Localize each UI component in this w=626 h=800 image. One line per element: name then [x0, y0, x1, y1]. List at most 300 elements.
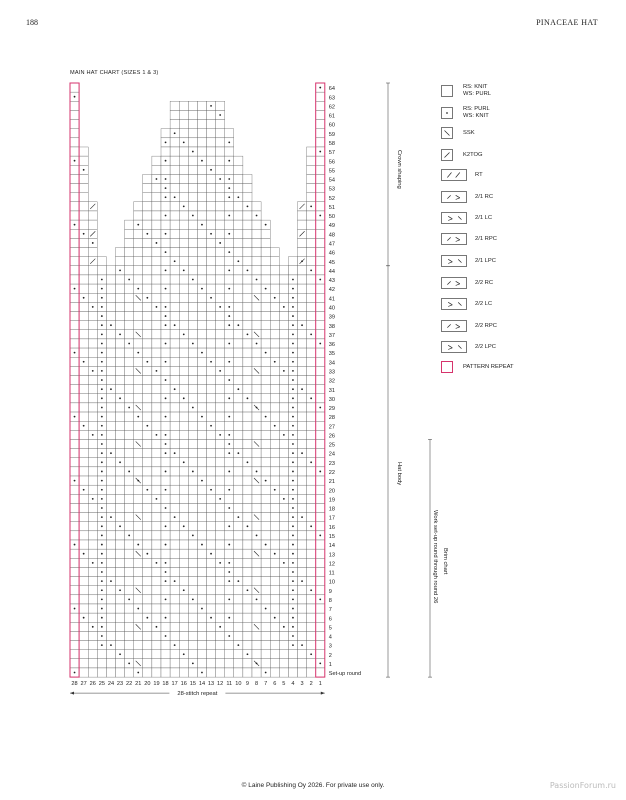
purl-dot	[101, 571, 103, 573]
chart-cell	[179, 147, 188, 156]
chart-cell	[152, 641, 161, 650]
chart-cell	[143, 558, 152, 567]
chart-cell	[125, 558, 134, 567]
chart-cell	[216, 293, 225, 302]
chart-cell	[79, 668, 88, 677]
chart-cell	[316, 430, 325, 439]
purl-dot	[156, 370, 158, 372]
chart-cell	[261, 229, 270, 238]
purl-dot	[92, 626, 94, 628]
chart-cell	[252, 449, 261, 458]
chart-cell	[116, 403, 125, 412]
row-label: 34	[328, 360, 336, 367]
chart-cell	[134, 485, 143, 494]
chart-cell	[170, 348, 179, 357]
purl-dot	[174, 196, 176, 198]
chart-cell	[125, 412, 134, 421]
chart-cell	[170, 229, 179, 238]
purl-dot	[228, 288, 230, 290]
purl-dot	[165, 233, 167, 235]
row-labels	[329, 86, 335, 668]
chart-cell	[252, 604, 261, 613]
chart-cell	[234, 522, 243, 531]
chart-cell	[252, 394, 261, 403]
purl-dot	[146, 489, 148, 491]
chart-cell	[170, 549, 179, 558]
chart-cell	[125, 458, 134, 467]
chart-cell	[188, 558, 197, 567]
purl-dot	[283, 370, 285, 372]
purl-dot	[192, 471, 194, 473]
chart-cell	[234, 494, 243, 503]
chart-cell	[152, 604, 161, 613]
chart-cell	[234, 174, 243, 183]
chart-cell	[188, 394, 197, 403]
chart-cell	[243, 631, 252, 640]
purl-dot	[247, 589, 249, 591]
chart-cell	[234, 165, 243, 174]
column-label: 2	[309, 681, 313, 688]
chart-cell	[298, 458, 307, 467]
chart-cell	[179, 302, 188, 311]
purl-dot	[292, 397, 294, 399]
chart-cell	[216, 284, 225, 293]
chart-cell	[188, 449, 197, 458]
chart-cell	[270, 513, 279, 522]
purl-dot	[292, 407, 294, 409]
purl-dot	[146, 425, 148, 427]
chart-cell	[298, 549, 307, 558]
chart-cell	[70, 531, 79, 540]
purl-dot	[165, 379, 167, 381]
chart-cell	[216, 485, 225, 494]
row-label: 8	[328, 597, 332, 604]
chart-cell	[79, 284, 88, 293]
chart-cell	[207, 339, 216, 348]
chart-cell	[143, 467, 152, 476]
chart-cell	[207, 412, 216, 421]
legend-item	[441, 148, 483, 162]
chart-cell	[152, 476, 161, 485]
chart-cell	[288, 266, 297, 275]
chart-title: MAIN HAT CHART (SIZES 1 & 3)	[70, 70, 159, 76]
chart-cell	[134, 558, 143, 567]
chart-cell	[298, 522, 307, 531]
chart-cell	[143, 650, 152, 659]
purl-dot	[165, 452, 167, 454]
column-label: 22	[126, 681, 133, 688]
chart-cell	[207, 110, 216, 119]
row-label: 19	[328, 497, 336, 504]
purl-dot	[228, 452, 230, 454]
purl-dot	[228, 361, 230, 363]
chart-cell	[152, 485, 161, 494]
purl-dot	[101, 544, 103, 546]
chart-cell	[216, 577, 225, 586]
purl-dot	[292, 471, 294, 473]
chart-cell	[234, 531, 243, 540]
chart-cell	[307, 668, 316, 677]
chart-cell	[188, 321, 197, 330]
purl-dot	[292, 571, 294, 573]
chart-cell	[106, 375, 115, 384]
chart-cell	[170, 165, 179, 174]
chart-cell	[179, 641, 188, 650]
purl-dot	[237, 324, 239, 326]
chart-cell	[170, 202, 179, 211]
chart-cell	[88, 476, 97, 485]
chart-cell	[188, 439, 197, 448]
chart-cell	[179, 275, 188, 284]
chart-cell	[270, 595, 279, 604]
chart-cell	[188, 184, 197, 193]
purl-dot	[292, 525, 294, 527]
chart-cell	[125, 238, 134, 247]
chart-cell	[79, 558, 88, 567]
purl-dot	[137, 544, 139, 546]
chart-cell	[79, 366, 88, 375]
chart-cell	[143, 202, 152, 211]
purl-dot	[310, 461, 312, 463]
purl-dot	[301, 452, 303, 454]
chart-cell	[288, 650, 297, 659]
legend-label: 2/2 RC	[475, 279, 494, 286]
purl-dot	[228, 525, 230, 527]
purl-dot	[165, 525, 167, 527]
legend-item	[441, 276, 493, 290]
chart-cell	[170, 430, 179, 439]
chart-cell	[161, 129, 170, 138]
chart-cell	[279, 641, 288, 650]
chart-cell	[116, 321, 125, 330]
chart-cell	[70, 339, 79, 348]
chart-cell	[261, 238, 270, 247]
purl-dot	[292, 333, 294, 335]
chart-cell	[170, 522, 179, 531]
chart-cell	[70, 467, 79, 476]
chart-cell	[88, 266, 97, 275]
purl-dot	[192, 535, 194, 537]
legend-label: RS: PURL WS: KNIT	[463, 106, 490, 119]
chart-cell	[134, 631, 143, 640]
chart-cell	[179, 494, 188, 503]
chart-cell	[270, 284, 279, 293]
chart-cell	[106, 485, 115, 494]
purl-dot	[247, 653, 249, 655]
chart-cell	[188, 412, 197, 421]
chart-cell	[225, 366, 234, 375]
column-label: 26	[89, 681, 96, 688]
chart-cell	[243, 494, 252, 503]
hat-body-label: Hat body	[396, 462, 402, 486]
purl-dot	[83, 361, 85, 363]
purl-dot	[201, 288, 203, 290]
chart-cell	[243, 375, 252, 384]
chart-cell	[161, 668, 170, 677]
chart-cell	[234, 284, 243, 293]
chart-cell	[143, 503, 152, 512]
chart-cell	[197, 211, 206, 220]
chart-cell	[316, 357, 325, 366]
chart-cell	[70, 513, 79, 522]
chart-cell	[197, 494, 206, 503]
row-label: 54	[328, 177, 336, 184]
purl-dot	[210, 425, 212, 427]
chart-cell	[207, 439, 216, 448]
chart-cell	[170, 394, 179, 403]
chart-cell	[243, 211, 252, 220]
lpc-2-1-icon	[441, 255, 467, 267]
chart-cell	[188, 202, 197, 211]
chart-cell	[279, 668, 288, 677]
purl-dot	[210, 361, 212, 363]
purl-dot	[201, 672, 203, 674]
chart-cell	[234, 330, 243, 339]
row-label: 16	[328, 524, 336, 531]
purl-dot	[247, 269, 249, 271]
chart-cell	[216, 522, 225, 531]
chart-cell	[170, 174, 179, 183]
chart-cell	[170, 184, 179, 193]
chart-cell	[207, 668, 216, 677]
column-label: 19	[153, 681, 160, 688]
purl-dot	[101, 635, 103, 637]
purl-dot	[319, 407, 321, 409]
purl-dot	[301, 580, 303, 582]
arrow-left-icon	[70, 692, 74, 695]
chart-cell	[106, 540, 115, 549]
chart-cell	[207, 348, 216, 357]
purl-dot	[74, 224, 76, 226]
chart-cell	[197, 503, 206, 512]
chart-cell	[88, 275, 97, 284]
chart-cell	[261, 330, 270, 339]
chart-cell	[234, 558, 243, 567]
chart-cell	[106, 567, 115, 576]
row-label: 6	[328, 616, 332, 623]
purl-dot	[319, 87, 321, 89]
column-label: 9	[245, 681, 250, 688]
chart-cell	[79, 449, 88, 458]
chart-cell	[152, 403, 161, 412]
chart-cell	[179, 631, 188, 640]
chart-cell	[79, 622, 88, 631]
chart-cell	[70, 202, 79, 211]
chart-cell	[316, 138, 325, 147]
purl-dot	[137, 288, 139, 290]
chart-cell	[225, 293, 234, 302]
purl-dot	[237, 580, 239, 582]
chart-cell	[152, 659, 161, 668]
row-label: 59	[328, 131, 336, 138]
chart-cell	[252, 613, 261, 622]
running-head: PINACEAE HAT	[536, 18, 598, 27]
chart-cell	[125, 375, 134, 384]
purl-dot	[137, 672, 139, 674]
page-number: 188	[26, 18, 38, 27]
chart-cell	[143, 184, 152, 193]
chart-cell	[216, 631, 225, 640]
chart-cell	[298, 622, 307, 631]
chart-cell	[234, 211, 243, 220]
chart-cell	[261, 430, 270, 439]
chart-cell	[243, 476, 252, 485]
chart-cell	[234, 229, 243, 238]
chart-cell	[106, 312, 115, 321]
chart-cell	[307, 293, 316, 302]
chart-cell	[125, 613, 134, 622]
chart-cell	[170, 238, 179, 247]
chart-cell	[188, 138, 197, 147]
chart-cell	[316, 120, 325, 129]
chart-cell	[106, 439, 115, 448]
chart-cell	[161, 641, 170, 650]
chart-cell	[79, 631, 88, 640]
chart-cell	[179, 321, 188, 330]
chart-cell	[152, 275, 161, 284]
purl-dot	[119, 269, 121, 271]
chart-cell	[70, 586, 79, 595]
chart-cell	[143, 348, 152, 357]
purl-dot	[128, 471, 130, 473]
legend-item	[441, 319, 497, 333]
chart-cell	[298, 485, 307, 494]
chart-cell	[216, 503, 225, 512]
chart-cell	[252, 650, 261, 659]
purl-dot	[219, 434, 221, 436]
chart-cell	[179, 403, 188, 412]
legend-label: SSK	[463, 129, 475, 136]
chart-cell	[234, 412, 243, 421]
chart-cell	[298, 238, 307, 247]
purl-dot	[174, 324, 176, 326]
chart-cell	[79, 348, 88, 357]
chart-cell	[316, 248, 325, 257]
chart-cell	[307, 220, 316, 229]
chart-cell	[188, 668, 197, 677]
chart-cell	[197, 394, 206, 403]
chart-cell	[216, 220, 225, 229]
chart-cell	[234, 467, 243, 476]
chart-cell	[106, 412, 115, 421]
chart-cell	[188, 485, 197, 494]
chart-cell	[70, 165, 79, 174]
chart-cell	[234, 202, 243, 211]
chart-cell	[143, 604, 152, 613]
chart-cell	[143, 394, 152, 403]
chart-cell	[179, 513, 188, 522]
purl-dot	[146, 553, 148, 555]
row-label: 15	[328, 534, 336, 540]
chart-cell	[298, 293, 307, 302]
chart-cell	[316, 613, 325, 622]
purl-dot	[156, 498, 158, 500]
purl-dot	[165, 443, 167, 445]
chart-cell	[243, 622, 252, 631]
chart-cell	[216, 458, 225, 467]
chart-cell	[106, 631, 115, 640]
chart-cell	[143, 412, 152, 421]
chart-cell	[188, 586, 197, 595]
chart-cell	[116, 595, 125, 604]
chart-cell	[216, 339, 225, 348]
chart-cell	[188, 375, 197, 384]
chart-cell	[261, 321, 270, 330]
chart-cell	[170, 650, 179, 659]
chart-cell	[270, 275, 279, 284]
chart-cell	[261, 312, 270, 321]
chart-cell	[143, 631, 152, 640]
chart-cell	[125, 266, 134, 275]
chart-cell	[207, 540, 216, 549]
legend-item	[441, 190, 493, 204]
chart-cell	[179, 229, 188, 238]
chart-cell	[134, 595, 143, 604]
chart-cell	[79, 248, 88, 257]
chart-cell	[207, 321, 216, 330]
purl-dot	[228, 315, 230, 317]
chart-cell	[197, 193, 206, 202]
chart-cell	[243, 174, 252, 183]
purl-dot	[228, 562, 230, 564]
chart-cell	[216, 275, 225, 284]
purl-dot	[156, 562, 158, 564]
chart-cell	[106, 293, 115, 302]
chart-cell	[307, 449, 316, 458]
chart-cell	[270, 567, 279, 576]
chart-cell	[261, 394, 270, 403]
chart-cell	[70, 439, 79, 448]
chart-cell	[298, 586, 307, 595]
chart-cell	[179, 238, 188, 247]
chart-cell	[207, 156, 216, 165]
chart-cell	[307, 549, 316, 558]
chart-cell	[106, 467, 115, 476]
chart-cell	[207, 375, 216, 384]
purl-dot	[292, 644, 294, 646]
chart-cell	[207, 330, 216, 339]
chart-cell	[234, 293, 243, 302]
chart-cell	[216, 412, 225, 421]
column-label: 23	[116, 681, 124, 688]
chart-cell	[79, 321, 88, 330]
chart-cell	[134, 339, 143, 348]
chart-cell	[188, 284, 197, 293]
arrow-right-icon	[321, 692, 325, 695]
chart-cell	[316, 257, 325, 266]
chart-cell	[279, 321, 288, 330]
chart-cell	[298, 604, 307, 613]
chart-cell	[134, 467, 143, 476]
chart-cell	[216, 156, 225, 165]
chart-cell	[243, 503, 252, 512]
chart-cell	[125, 430, 134, 439]
chart-cell	[307, 366, 316, 375]
purl-dot	[92, 242, 94, 244]
chart-cell	[316, 321, 325, 330]
chart-cell	[307, 147, 316, 156]
chart-cell	[70, 321, 79, 330]
chart-cell	[216, 165, 225, 174]
purl-dot	[292, 279, 294, 281]
chart-cell	[116, 604, 125, 613]
chart-cell	[279, 650, 288, 659]
chart-cell	[79, 412, 88, 421]
chart-cell	[243, 668, 252, 677]
purl-dot	[165, 471, 167, 473]
purl-dot	[292, 562, 294, 564]
chart-cell	[79, 595, 88, 604]
